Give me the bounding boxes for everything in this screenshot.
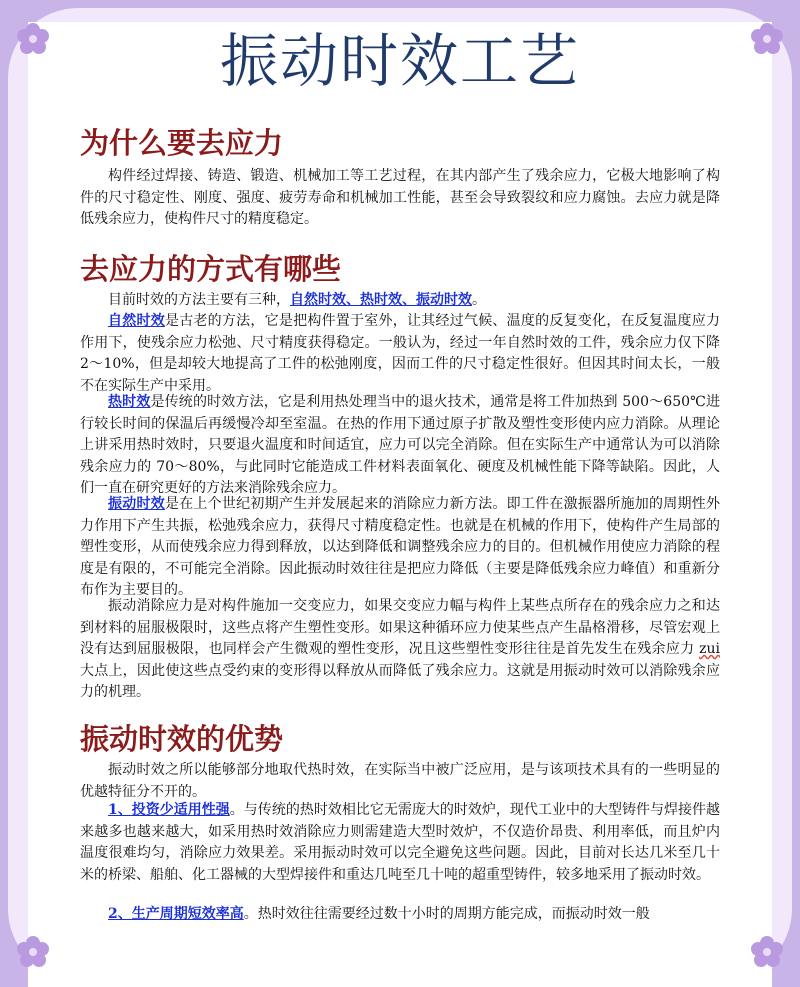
paragraph-mechanism	[80, 596, 720, 704]
paragraph-vibration	[80, 494, 720, 602]
vibration-aging-text: 是在上个世纪初期产生并发展起来的消除应力新方法。即工件在激振器所施加的周期性外力作用下产生共振，松弛残余应力，获得尺寸精度稳定性。也就是在机械的作用下，使构件产生局部的塑性变形，从而使残余应力得到释放，以达到降低和调整残余应力的目的。但机械作用使应力消除的程度是有限的，不可能完全消除。因此振动时效往往是把应力降低（主要是降低残余应力峰值）和重新分布作为主要目的。	[80, 496, 720, 599]
paragraph-advantage-2	[80, 904, 720, 926]
paragraph-methods-intro	[80, 290, 720, 312]
paragraph-thermal	[80, 392, 720, 500]
natural-aging-text: 是古老的方法，它是把构件置于室外，让其经过气候、温度的反复变化，在反复温度应力作用下，使残余应力松弛、尺寸精度获得稳定。一般认为，经过一年自然时效的工件，残余应力仅下降 2～10%，但是却较大地提高了工件的松弛刚度，因而工件的尺寸稳定性很好。但因其时间太长，一般不在实际生产中采用。	[80, 313, 720, 394]
paragraph-natural	[80, 311, 720, 397]
flower-icon	[750, 935, 784, 969]
paragraph-why: 构件经过焊接、铸造、锻造、机械加工等工艺过程，在其内部产生了残余应力，它极大地影响了构件的尺寸稳定性、刚度、强度、疲劳寿命和机械加工性能，甚至会导致裂纹和应力腐蚀。去应力就是降低残余应力，使构件尺寸的精度稳定。	[80, 168, 720, 228]
mechanism-typo: zui	[699, 641, 720, 658]
advantage-2-text: 。热时效往往需要经过数十小时的周期方能完成，而振动时效一般	[243, 906, 650, 922]
vibration-aging-link[interactable]: 振动时效	[108, 496, 165, 512]
advantage-2-link[interactable]: 2、生产周期短效率高	[108, 906, 244, 922]
natural-aging-link[interactable]: 自然时效	[108, 313, 165, 329]
paragraph-advantages-intro: 振动时效之所以能够部分地取代热时效，在实际当中被广泛应用，是与该项技术具有的一些明显的优越特征分不开的。	[80, 762, 720, 800]
thermal-aging-text: 是传统的时效方法，它是利用热处理当中的退火技术，通常是将工件加热到 500～650℃进行较长时间的保温后再缓慢冷却至室温。在热的作用下通过原子扩散及塑性变形使内应力消除。从理论上讲采用热时效时，只要退火温度和时间适宜，应力可以完全消除。但在实际生产中通常认为可以消除残余应力的 70～80%，与此同时它能造成工件材料表面氧化、硬度及机械性能下降等缺陷。因此，人们一直在研究更好的方法来消除残余应力。	[80, 394, 721, 497]
methods-list-link[interactable]: 自然时效、热时效、振动时效	[290, 292, 472, 308]
section-heading-advantages: 振动时效的优势	[80, 722, 284, 756]
page-title: 振动时效工艺	[219, 27, 580, 95]
advantage-1-link[interactable]: 1、投资少适用性强	[108, 802, 230, 818]
advantage-1-text: 。与传统的热时效相比它无需庞大的时效炉，现代工业中的大型铸件与焊接件越来越多也越来越大，如采用热时效消除应力则需建造大型时效炉，不仅造价昂贵、利用率低，而且炉内温度很难均匀，消除应力效果差。采用振动时效可以完全避免这些问题。因此，目前对长达几米至几十米的桥梁、船舶、化工器械的大型焊接件和重达几吨至几十吨的超重型铸件，较多地采用了振动时效。	[80, 802, 720, 883]
mechanism-text: 振动消除应力是对构件施加一交变应力，如果交变应力幅与构件上某些点所存在的残余应力之和达到材料的屈服极限时，这些点将产生塑性变形。如果这种循环应力使某些点产生晶格滑移，尽管宏观上没有达到屈服极限，也同样会产生微观的塑性变形，况且这些塑性变形往往是首先发生在残余应力	[80, 598, 720, 658]
mechanism-text-end: 大点上，因此使这些点受约束的变形得以释放从而降低了残余应力。这就是用振动时效可以消除残余应力的机理。	[80, 662, 720, 701]
methods-intro-end: 。	[472, 292, 486, 308]
section-heading-methods: 去应力的方式有哪些	[80, 252, 342, 286]
methods-intro-text: 目前时效的方法主要有三种，	[108, 292, 290, 308]
section-heading-why: 为什么要去应力	[80, 126, 284, 160]
paragraph-advantage-1	[80, 800, 720, 886]
flower-icon	[16, 935, 50, 969]
thermal-aging-link[interactable]: 热时效	[108, 394, 151, 410]
